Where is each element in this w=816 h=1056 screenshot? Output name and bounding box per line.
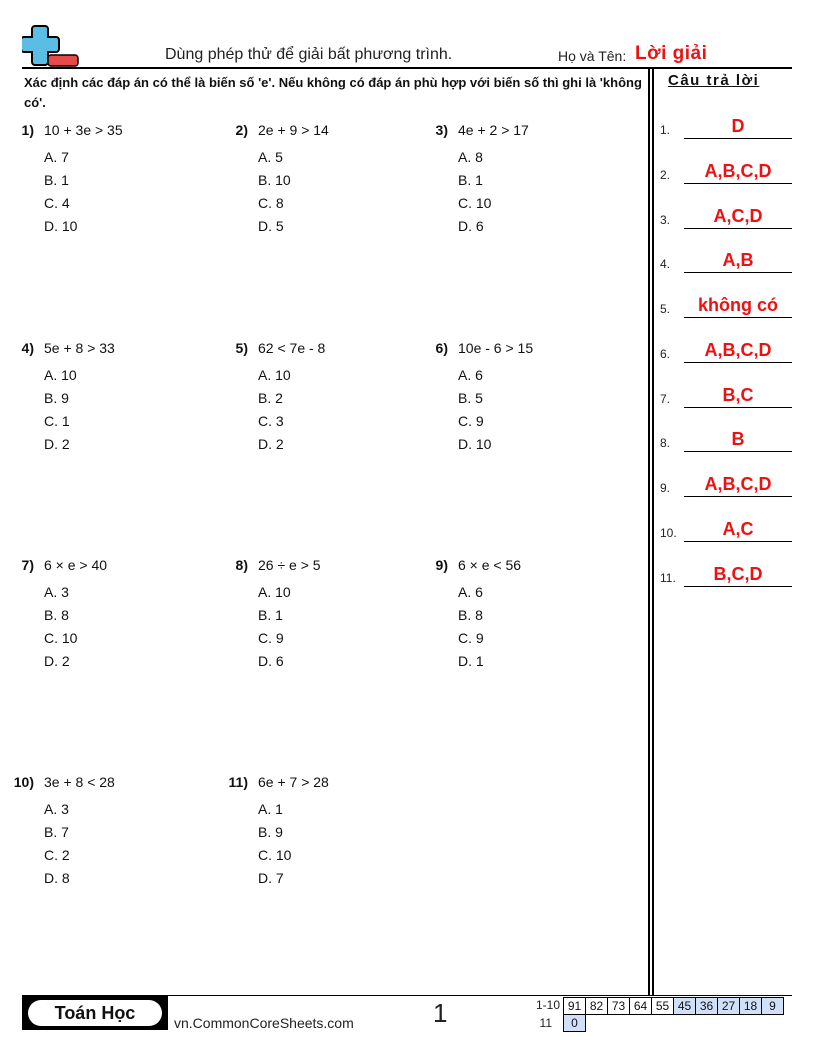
answer-row — [660, 109, 792, 139]
option-d: D. 5 — [258, 218, 284, 234]
option-a: A. 7 — [44, 149, 69, 165]
score-cell: 18 — [739, 997, 762, 1015]
problem-equation: 2e + 9 > 14 — [258, 122, 329, 138]
problem-equation: 26 ÷ e > 5 — [258, 557, 321, 573]
score-cell: 55 — [651, 997, 674, 1015]
option-d: D. 10 — [44, 218, 78, 234]
problem-number: 9) — [435, 557, 448, 573]
option-a: A. 10 — [258, 584, 291, 600]
score-row-label: 1-10 — [535, 998, 560, 1012]
option-c: C. 10 — [44, 630, 78, 646]
problem-number: 6) — [435, 340, 448, 356]
score-cell: 27 — [717, 997, 740, 1015]
problem-number: 8) — [235, 557, 248, 573]
answer-value: A,B — [722, 250, 754, 270]
worksheet-title: Dùng phép thử để giải bất phương trình. — [165, 46, 453, 63]
score-cell: 45 — [673, 997, 696, 1015]
option-a: A. 10 — [44, 367, 77, 383]
answer-value: A,B,C,D — [704, 474, 772, 494]
option-d: D. 6 — [258, 653, 284, 669]
problem-number: 4) — [21, 340, 34, 356]
option-d: D. 2 — [44, 436, 70, 452]
problem-number: 3) — [435, 122, 448, 138]
answer-number: 3. — [660, 213, 671, 227]
option-c: C. 2 — [44, 847, 70, 863]
answer-line — [684, 272, 792, 273]
answer-row — [660, 467, 792, 497]
answer-value: A,B,C,D — [704, 161, 772, 181]
answer-line — [684, 317, 792, 318]
option-a: A. 3 — [44, 801, 69, 817]
answer-row — [660, 154, 792, 184]
answer-column-divider-inner — [652, 67, 654, 996]
problem-equation: 6e + 7 > 28 — [258, 774, 329, 790]
instructions: Xác định các đáp án có thể là biến số 'e'. Nếu không có đáp án phù hợp với biến số thì ghi là 'không có'. — [24, 75, 642, 110]
answer-number: 7. — [660, 392, 671, 406]
score-cell: 91 — [563, 997, 586, 1015]
score-row-label: 11 — [539, 1016, 552, 1030]
answer-number: 6. — [660, 347, 671, 361]
option-b: B. 10 — [258, 172, 291, 188]
option-c: C. 4 — [44, 195, 70, 211]
answer-row — [660, 199, 792, 229]
answer-column-divider — [648, 67, 650, 996]
answer-line — [684, 362, 792, 363]
option-d: D. 10 — [458, 436, 492, 452]
answer-number: 11. — [660, 571, 676, 585]
answers-heading: Câu trả lời — [668, 72, 760, 89]
problem-equation: 10e - 6 > 15 — [458, 340, 534, 356]
site-url: vn.CommonCoreSheets.com — [174, 1015, 354, 1031]
answer-value: D — [731, 116, 745, 136]
answer-line — [684, 586, 792, 587]
option-a: A. 6 — [458, 367, 483, 383]
option-c: C. 3 — [258, 413, 284, 429]
answer-number: 9. — [660, 481, 671, 495]
score-cell: 64 — [629, 997, 652, 1015]
option-a: A. 10 — [258, 367, 291, 383]
answer-row — [660, 288, 792, 318]
option-c: C. 9 — [458, 630, 484, 646]
score-cell: 73 — [607, 997, 630, 1015]
option-c: C. 10 — [458, 195, 492, 211]
answer-line — [684, 541, 792, 542]
score-table-row-1 — [564, 997, 784, 1015]
problem-number: 2) — [235, 122, 248, 138]
option-d: D. 7 — [258, 870, 284, 886]
problem-equation: 6 × e < 56 — [458, 557, 522, 573]
problem-number: 1) — [21, 122, 34, 138]
option-a: A. 6 — [458, 584, 483, 600]
problem-equation: 4e + 2 > 17 — [458, 122, 529, 138]
option-b: B. 7 — [44, 824, 69, 840]
option-a: A. 8 — [458, 149, 483, 165]
score-cell: 0 — [563, 1014, 586, 1032]
problem-equation: 10 + 3e > 35 — [44, 122, 123, 138]
name-value: Lời giải — [635, 43, 708, 64]
answer-number: 8. — [660, 436, 671, 450]
option-d: D. 8 — [44, 870, 70, 886]
option-b: B. 9 — [44, 390, 69, 406]
problem-number: 5) — [235, 340, 248, 356]
problem-equation: 5e + 8 > 33 — [44, 340, 115, 356]
answer-line — [684, 496, 792, 497]
option-a: A. 5 — [258, 149, 283, 165]
answer-value: không có — [698, 295, 778, 315]
problem-equation: 6 × e > 40 — [44, 557, 108, 573]
option-c: C. 1 — [44, 413, 70, 429]
answer-row — [660, 333, 792, 363]
score-cell: 9 — [761, 997, 784, 1015]
answer-value: A,B,C,D — [704, 340, 772, 360]
answer-line — [684, 138, 792, 139]
answer-value: A,C,D — [713, 206, 763, 226]
header-divider — [22, 67, 792, 69]
option-b: B. 8 — [458, 607, 483, 623]
option-b: B. 2 — [258, 390, 283, 406]
page-number: 1 — [433, 998, 448, 1028]
brand-label: Toán Học — [28, 1000, 162, 1026]
plus-minus-logo-icon — [22, 24, 80, 68]
answer-row — [660, 557, 792, 587]
option-b: B. 5 — [458, 390, 483, 406]
score-cell: 82 — [585, 997, 608, 1015]
option-b: B. 1 — [44, 172, 69, 188]
answer-number: 4. — [660, 257, 671, 271]
answer-row — [660, 512, 792, 542]
answer-line — [684, 407, 792, 408]
option-d: D. 6 — [458, 218, 484, 234]
answer-line — [684, 451, 792, 452]
option-c: C. 8 — [258, 195, 284, 211]
answer-value: B,C — [722, 385, 754, 405]
problem-equation: 3e + 8 < 28 — [44, 774, 115, 790]
option-a: A. 3 — [44, 584, 69, 600]
answer-row — [660, 378, 792, 408]
option-c: C. 9 — [258, 630, 284, 646]
option-b: B. 1 — [458, 172, 483, 188]
option-b: B. 1 — [258, 607, 283, 623]
option-b: B. 8 — [44, 607, 69, 623]
answer-number: 5. — [660, 302, 671, 316]
answer-value: B — [731, 429, 745, 449]
answer-row — [660, 243, 792, 273]
problem-number: 7) — [21, 557, 34, 573]
answer-line — [684, 228, 792, 229]
problem-number: 11) — [228, 774, 248, 790]
option-b: B. 9 — [258, 824, 283, 840]
score-table-row-2 — [564, 1014, 586, 1032]
answer-value: A,C — [722, 519, 754, 539]
option-d: D. 2 — [44, 653, 70, 669]
option-c: C. 10 — [258, 847, 292, 863]
option-a: A. 1 — [258, 801, 283, 817]
problem-number: 10) — [13, 774, 34, 790]
answer-row — [660, 422, 792, 452]
answer-value: B,C,D — [713, 564, 763, 584]
problem-equation: 62 < 7e - 8 — [258, 340, 326, 356]
option-d: D. 2 — [258, 436, 284, 452]
answer-number: 2. — [660, 168, 671, 182]
answer-number: 10. — [660, 526, 677, 540]
option-c: C. 9 — [458, 413, 484, 429]
answer-number: 1. — [660, 123, 671, 137]
name-label: Họ và Tên: — [558, 48, 627, 64]
option-d: D. 1 — [458, 653, 484, 669]
answer-line — [684, 183, 792, 184]
score-cell: 36 — [695, 997, 718, 1015]
